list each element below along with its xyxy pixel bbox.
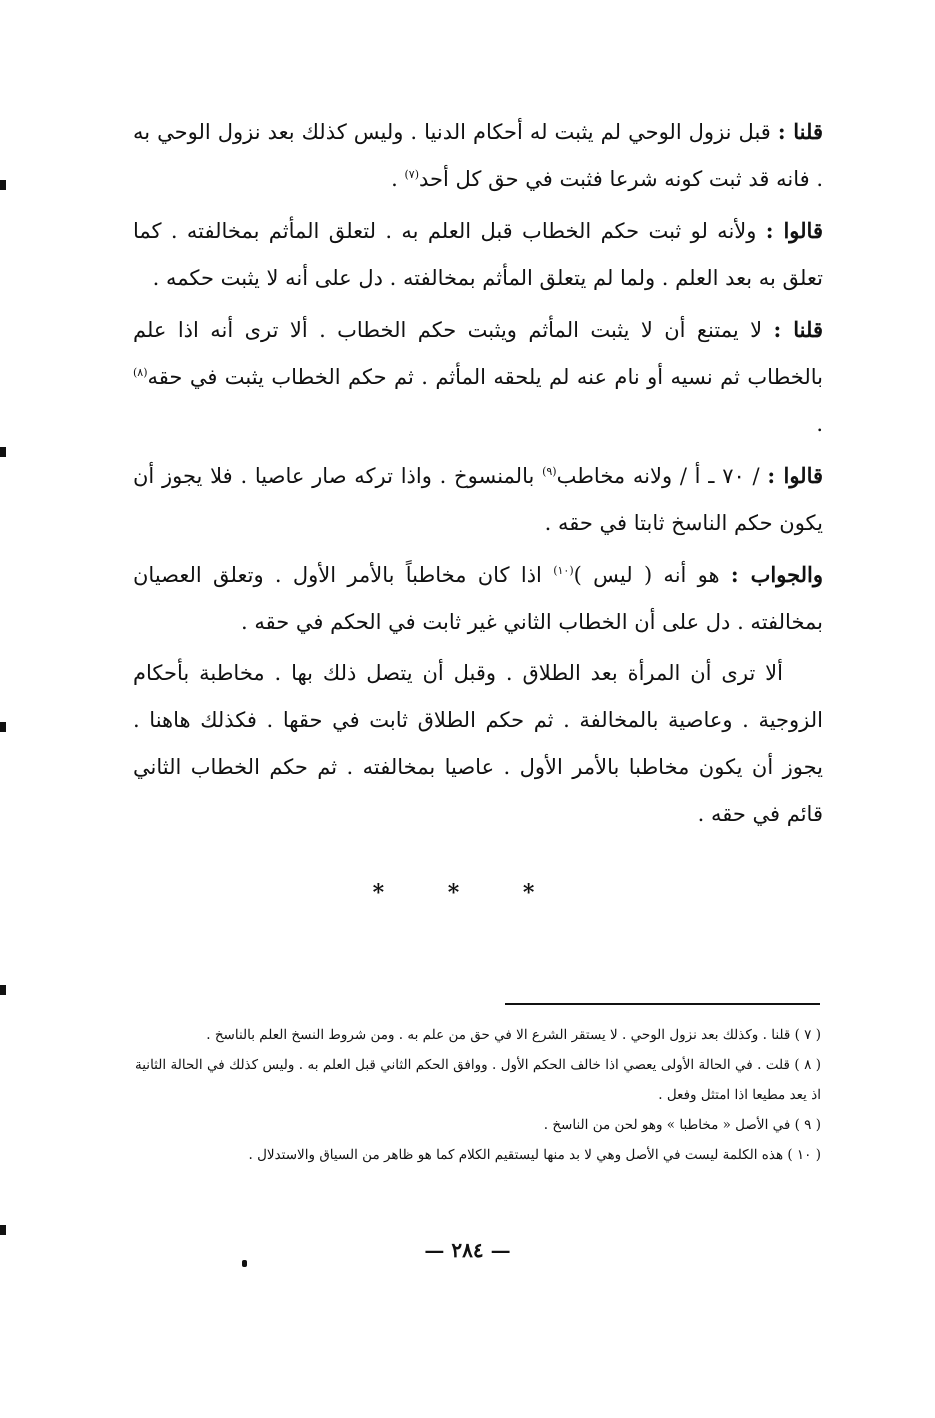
footnote-10: ( ١٠ ) هذه الكلمة ليست في الأصل وهي لا بد منها ليستقيم الكلام كما هو ظاهر من السياق والاستدلال . (248, 1147, 821, 1163)
footnote-9: ( ٩ ) في الأصل « مخاطبا » وهو لحن من الناسخ . (543, 1117, 821, 1133)
footnote-7: ( ٧ ) قلنا . وكذلك بعد نزول الوحي . لا يستقر الشرع الا في حق من علم به . ومن شروط النسخ العلم بالناسخ . (206, 1027, 821, 1043)
paragraph-tail: . (816, 412, 823, 436)
main-text (133, 108, 823, 842)
paragraph (133, 650, 823, 838)
paragraph (133, 207, 823, 302)
scan-edge-mark (0, 447, 6, 457)
paragraph (133, 306, 823, 448)
scan-edge-mark (0, 1225, 6, 1235)
paragraph-text: هو أنه ( ليس ) (573, 563, 731, 587)
scan-edge-mark (0, 985, 6, 995)
paragraph-lead: قالوا : (767, 463, 824, 488)
page-number: — ٢٨٤ — (424, 1238, 511, 1262)
paragraph-lead: قلنا : (777, 119, 823, 144)
scan-edge-mark (0, 180, 6, 190)
paragraph-text: ولأنه لو ثبت حكم الخطاب قبل العلم به . لتعلق المأثم بمخالفته . كما تعلق به بعد العلم . ولما لم يتعلق المأثم بمخالفته . دل على أنه لا يثبت حكمه . (133, 219, 823, 290)
footnote-rule (505, 1003, 820, 1005)
paragraph (133, 452, 823, 547)
paragraph-lead: والجواب : (730, 562, 823, 587)
paragraph-tail: . (391, 167, 405, 191)
paragraph (133, 551, 823, 646)
paragraph-text: لا يمتنع أن لا يثبت المأثم ويثبت حكم الخطاب . ألا ترى أنه اذا علم بالخطاب ثم نسيه أو نام عنه لم يلحقه المأثم . ثم حكم الخطاب يثبت في حقه (133, 318, 823, 389)
footnote-8: ( ٨ ) قلت . في الحالة الأولى يعصي اذا خالف الحكم الأول . ووافق الحكم الثاني قبل العلم به . وليس كذلك في الحالة الثانية اذ يعد مطيعا اذا امتثل وفعل . (135, 1057, 821, 1103)
footnote-ref: (٩) (542, 465, 557, 478)
footnote-ref: (٧) (404, 168, 419, 181)
footnotes (135, 1020, 821, 1170)
footnote-ref: (١٠) (553, 564, 574, 577)
paragraph-lead: قلنا : (773, 317, 823, 342)
paragraph (133, 108, 823, 203)
paragraph-text: قبل نزول الوحي لم يثبت له أحكام الدنيا . وليس كذلك بعد نزول الوحي به . فانه قد ثبت كونه شرعا فثبت في حق كل أحد (133, 120, 823, 191)
paragraph-tail: اذا كان مخاطباً بالأمر الأول . وتعلق العصيان بمخالفته . دل على أن الخطاب الثاني غير ثابت في الحكم في حقه . (133, 563, 823, 634)
paragraph-lead: قالوا : (765, 218, 823, 243)
paragraph-text: ألا ترى أن المرأة بعد الطلاق . وقبل أن يتصل ذلك بها . مخاطبة بأحكام الزوجية . وعاصية بالمخالفة . ثم حكم الطلاق ثابت في حقها . فكذلك هاهنا . يجوز أن يكون مخاطبا بالأمر الأول . عاصيا بمخالفته . ثم حكم الخطاب الثاني قائم في حقه . (133, 661, 823, 826)
scan-dot-mark (242, 1260, 247, 1267)
footnote-ref: (٨) (133, 366, 148, 379)
section-separator: * * * (372, 880, 563, 906)
paragraph-tail: بالمنسوخ . واذا تركه صار عاصيا . فلا يجوز أن يكون حكم الناسخ ثابتا في حقه . (133, 464, 823, 535)
paragraph-text: / ٧٠ ـ أ / ولانه مخاطب (556, 464, 768, 488)
scan-edge-mark (0, 722, 6, 732)
